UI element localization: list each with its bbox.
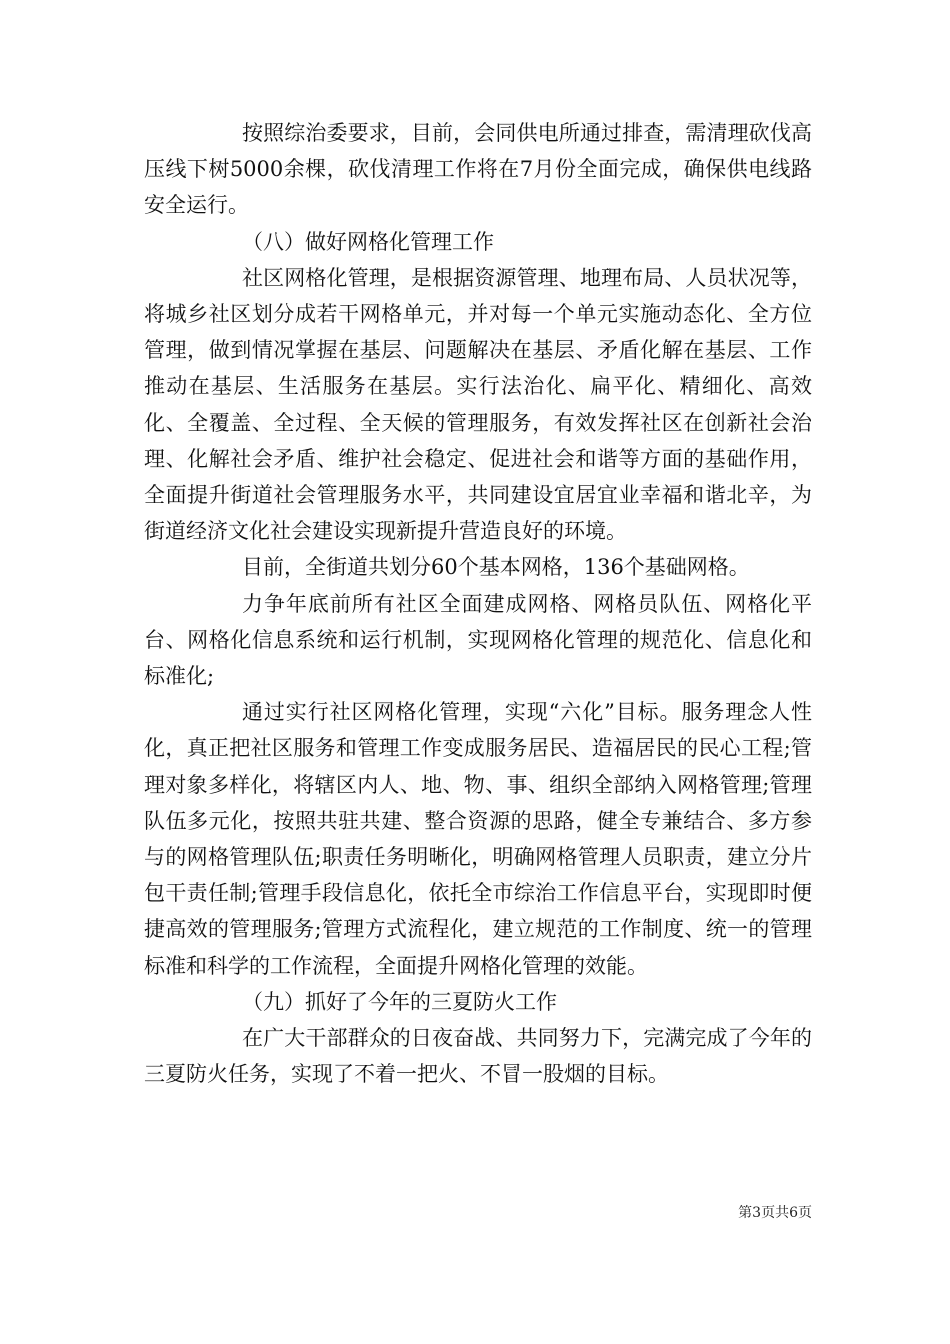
paragraph-year-end-goal: 力争年底前所有社区全面建成网格、网格员队伍、网格化平台、网格化信息系统和运行机制，实现网格化管理的规范化、信息化和标准化;: [144, 591, 812, 689]
page-number-footer: 第3页共6页: [738, 1205, 812, 1221]
paragraph-fire-prevention-result: 在广大干部群众的日夜奋战、共同努力下，完满完成了今年的三夏防火任务，实现了不着一把火、不冒一股烟的目标。: [144, 1026, 812, 1087]
paragraph-grid-count: 目前，全街道共划分60个基本网格，136个基础网格。: [242, 555, 750, 580]
paragraph-tree-clearing: 按照综治委要求，目前，会同供电所通过排查，需清理砍伐高压线下树5000余棵，砍伐清理工作将在7月份全面完成，确保供电线路安全运行。: [144, 121, 812, 218]
document-body: [144, 115, 812, 1092]
paragraph-grid-management-overview: 社区网格化管理，是根据资源管理、地理布局、人员状况等，将城乡社区划分成若干网格单元，并对每一个单元实施动态化、全方位管理，做到情况掌握在基层、问题解决在基层、矛盾化解在基层、工作推动在基层、生活服务在基层。实行法治化、扁平化、精细化、高效化、全覆盖、全过程、全天候的管理服务，有效发挥社区在创新社会治理、化解社会矛盾、维护社会稳定、促进社会和谐等方面的基础作用，全面提升街道社会管理服务水平，共同建设宜居宜业幸福和谐北辛，为街道经济文化社会建设实现新提升营造良好的环境。: [144, 265, 812, 544]
section-heading-fire-prevention: （九）抓好了今年的三夏防火工作: [242, 989, 557, 1014]
section-heading-grid-management: （八）做好网格化管理工作: [242, 229, 494, 254]
paragraph-six-goals: 通过实行社区网格化管理，实现“六化”目标。服务理念人性化，真正把社区服务和管理工作变成服务居民、造福居民的民心工程;管理对象多样化，将辖区内人、地、物、事、组织全部纳入网格管理;管理队伍多元化，按照共驻共建、整合资源的思路，健全专兼结合、多方参与的网格管理队伍;职责任务明晰化，明确网格管理人员职责，建立分片包干责任制;管理手段信息化，依托全市综治工作信息平台，实现即时便捷高效的管理服务;管理方式流程化，建立规范的工作制度、统一的管理标准和科学的工作流程，全面提升网格化管理的效能。: [144, 700, 812, 978]
